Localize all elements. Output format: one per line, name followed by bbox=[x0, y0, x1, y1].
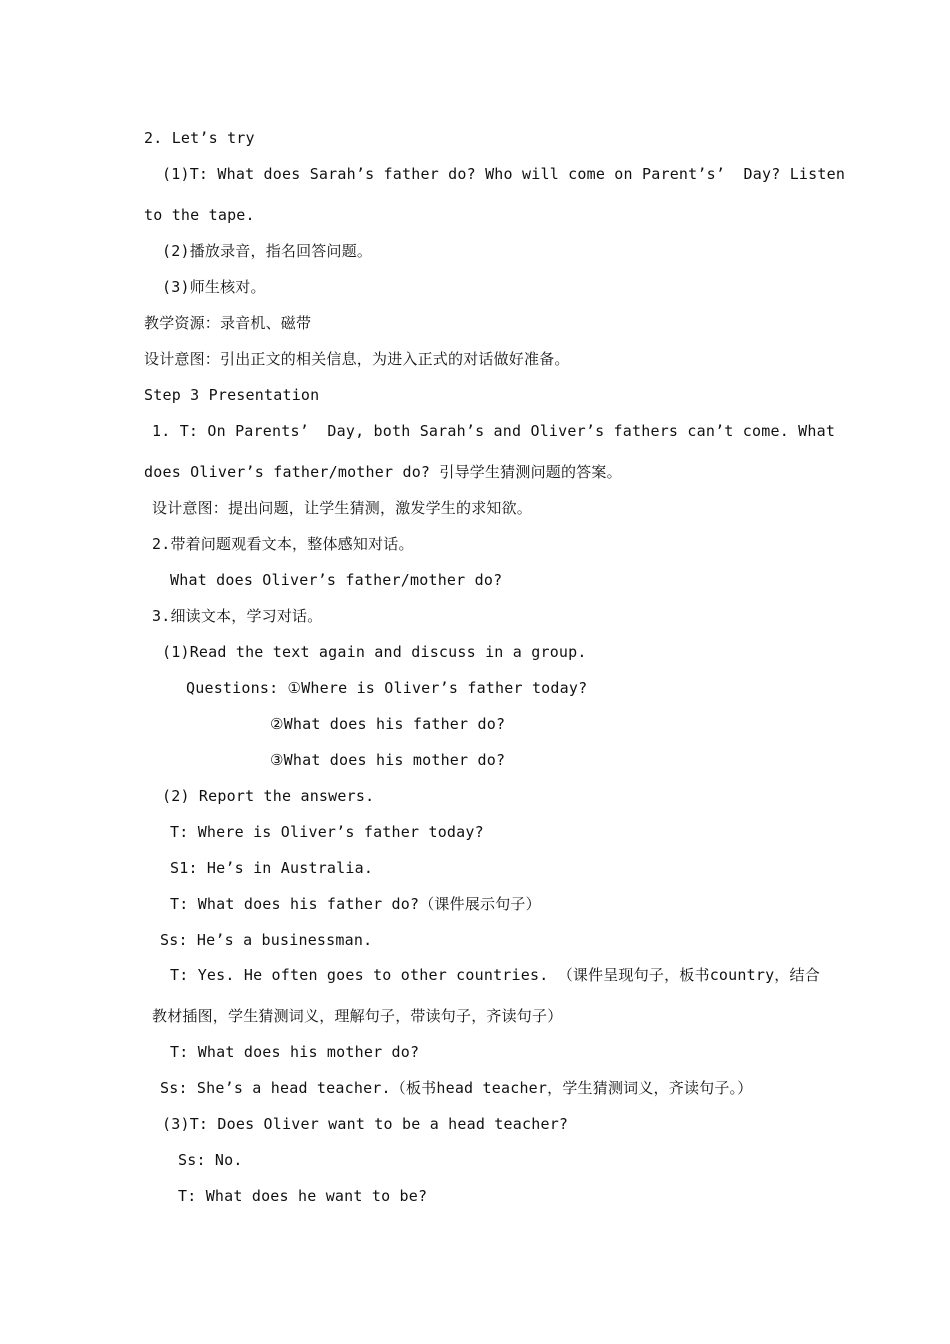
text-line: Ss: No. bbox=[178, 1151, 243, 1169]
text-line: Ss: He’s a businessman. bbox=[160, 931, 373, 949]
text-line: T: What does his mother do? bbox=[170, 1043, 420, 1061]
section-heading: Step 3 Presentation bbox=[144, 386, 320, 404]
text-line: does Oliver’s father/mother do? 引导学生猜测问题的答案。 bbox=[144, 463, 622, 481]
text-line: 教学资源：录音机、磁带 bbox=[144, 314, 312, 332]
text-line: T: What does he want to be? bbox=[178, 1187, 428, 1205]
text-line: (2)播放录音，指名回答问题。 bbox=[162, 242, 373, 260]
text-line: Ss: She’s a head teacher.（板书head teacher，学生猜测词义，齐读句子。） bbox=[160, 1079, 753, 1097]
text-line: 1. T: On Parents’ Day, both Sarah’s and Oliver’s fathers can’t come. What bbox=[152, 422, 836, 440]
text-line: 教材插图，学生猜测词义，理解句子，带读句子，齐读句子） bbox=[152, 1007, 563, 1025]
text-line: T: Where is Oliver’s father today? bbox=[170, 823, 484, 841]
text-line: Questions: ①Where is Oliver’s father today? bbox=[186, 679, 588, 697]
text-line: (1)T: What does Sarah’s father do? Who will come on Parent’s’ Day? Listen bbox=[162, 165, 846, 183]
text-line: What does Oliver’s father/mother do? bbox=[170, 571, 503, 589]
text-line: 设计意图：提出问题，让学生猜测，激发学生的求知欲。 bbox=[152, 499, 533, 517]
text-line: ②What does his father do? bbox=[270, 715, 506, 733]
text-line: 2. Let’s try bbox=[144, 129, 255, 147]
text-line: 设计意图：引出正文的相关信息，为进入正式的对话做好准备。 bbox=[144, 350, 570, 368]
text-line: 2.带着问题观看文本，整体感知对话。 bbox=[152, 535, 414, 553]
text-line: ③What does his mother do? bbox=[270, 751, 506, 769]
text-line: S1: He’s in Australia. bbox=[170, 859, 374, 877]
text-line: (1)Read the text again and discuss in a group. bbox=[162, 643, 587, 661]
text-line: (2) Report the answers. bbox=[162, 787, 375, 805]
text-line: T: Yes. He often goes to other countries. （课件呈现句子，板书country，结合 bbox=[170, 966, 820, 984]
text-line: (3)T: Does Oliver want to be a head teacher? bbox=[162, 1115, 569, 1133]
text-line: to the tape. bbox=[144, 206, 255, 224]
text-line: 3.细读文本，学习对话。 bbox=[152, 607, 323, 625]
text-line: (3)师生核对。 bbox=[162, 278, 266, 296]
text-line: T: What does his father do?（课件展示句子） bbox=[170, 895, 541, 913]
